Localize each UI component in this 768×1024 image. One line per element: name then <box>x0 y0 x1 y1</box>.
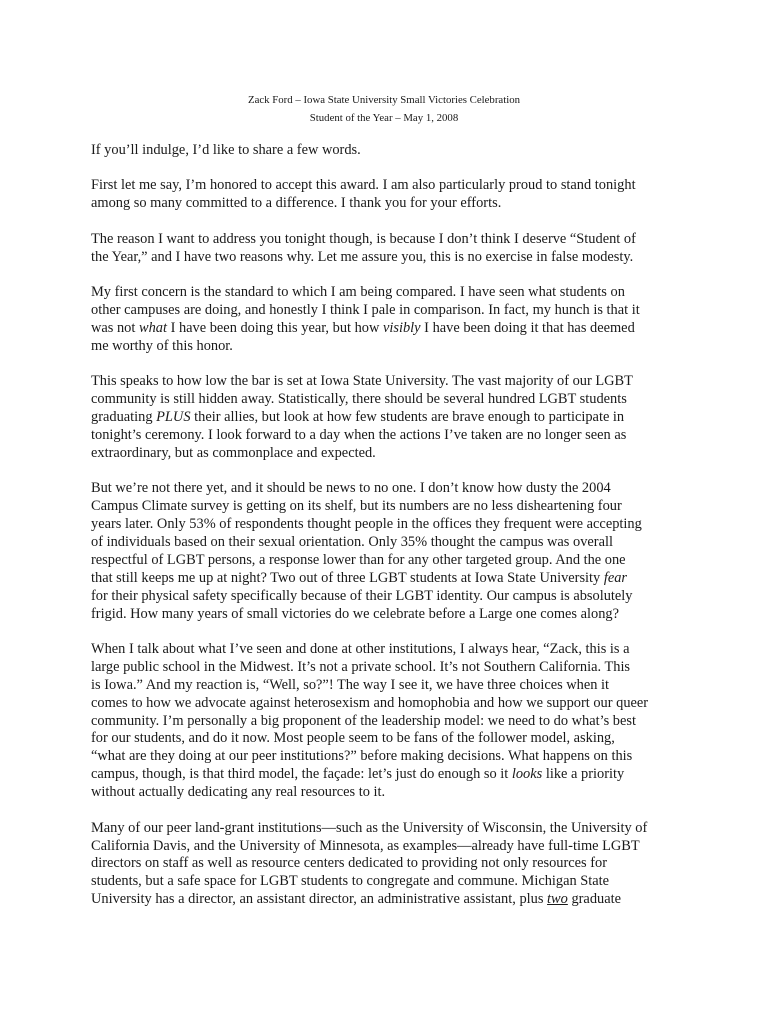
text-line: directors on staff as well as resource centers dedicated to providing not only resources for <box>91 855 608 872</box>
text-line: This speaks to how low the bar is set at Iowa State University. The vast majority of our LGBT <box>91 373 633 390</box>
paragraph <box>91 820 691 910</box>
emphasis: PLUS <box>156 408 191 425</box>
emphasis: looks <box>511 766 543 783</box>
text-line: community. I’m personally a big proponent of the leadership model: we need to do what’s best <box>91 712 636 729</box>
paragraph <box>91 142 691 160</box>
text-line: Many of our peer land-grant institutions—such as the University of Wisconsin, the University of <box>91 819 648 836</box>
text-line: of individuals based on their sexual orientation. Only 35% thought the campus was overall <box>91 533 613 550</box>
text-line: frigid. How many years of small victories do we celebrate before a Large one comes along? <box>91 605 619 622</box>
paragraph <box>91 373 691 463</box>
title-line-2: Student of the Year – May 1, 2008 <box>309 111 459 124</box>
text-line: among so many committed to a difference. I thank you for your efforts. <box>91 195 502 212</box>
paragraph <box>91 480 691 623</box>
text-line: community is still hidden away. Statistically, there should be several hundred LGBT students <box>91 391 627 408</box>
text-line: comes to how we advocate against heterosexism and homophobia and how we support our queer <box>91 694 649 711</box>
text-line: “what are they doing at our peer institutions?” before making decisions. What happens on this <box>91 748 633 765</box>
text-line: graduating PLUS their allies, but look at how few students are brave enough to participate in <box>91 408 625 425</box>
text-line: respectful of LGBT persons, a response lower than for any other targeted group. And the one <box>91 551 626 568</box>
text-line: My first concern is the standard to which I am being compared. I have seen what students on <box>91 284 625 301</box>
paragraph <box>91 177 691 213</box>
text-line: years later. Only 53% of respondents thought people in the offices they frequent were accepting <box>91 516 642 532</box>
text-line: other campuses are doing, and honestly I think I pale in comparison. In fact, my hunch is that it <box>91 301 640 318</box>
text-line: the Year,” and I have two reasons why. Let me assure you, this is no exercise in false modesty. <box>91 248 634 265</box>
emphasis: fear <box>603 569 628 586</box>
document-body <box>91 142 691 927</box>
paragraph <box>91 284 691 356</box>
text-line: for our students, and do it now. Most people seem to be fans of the follower model, asking, <box>91 730 615 747</box>
text-line: But we’re not there yet, and it should be news to no one. I don’t know how dusty the 2004 <box>91 480 611 497</box>
text-line: campus, though, is that third model, the façade: let’s just do enough so it looks like a priority <box>91 766 625 783</box>
text-line: is Iowa.” And my reaction is, “Well, so?”! The way I see it, we have three choices when it <box>91 676 610 693</box>
text-line: First let me say, I’m honored to accept this award. I am also particularly proud to stand tonight <box>91 177 636 194</box>
text-line: without actually dedicating any real resources to it. <box>91 784 386 801</box>
text-line: Campus Climate survey is getting on its shelf, but its numbers are no less disheartening four <box>91 498 622 515</box>
text-line: for their physical safety specifically because of their LGBT identity. Our campus is absolutely <box>91 587 633 604</box>
text-line: When I talk about what I’ve seen and done at other institutions, I always hear, “Zack, this is a <box>91 640 630 657</box>
paragraph <box>91 231 691 267</box>
text-line: University has a director, an assistant director, an administrative assistant, plus two graduate <box>91 891 621 908</box>
text-line: students, but a safe space for LGBT students to congregate and commune. Michigan State <box>91 873 610 890</box>
text-line: large public school in the Midwest. It’s not a private school. It’s not Southern California. This <box>91 658 631 675</box>
text-line: that still keeps me up at night? Two out of three LGBT students at Iowa State University fear <box>91 569 628 586</box>
emphasis: what <box>138 319 167 336</box>
text-line: me worthy of this honor. <box>91 337 233 354</box>
document-header <box>0 92 768 128</box>
text-line: If you’ll indulge, I’d like to share a few words. <box>91 142 361 158</box>
underlined-emphasis: two <box>547 891 568 908</box>
emphasis: visibly <box>383 319 421 336</box>
text-line: was not what I have been doing this year, but how visibly I have been doing it that has deemed <box>91 319 635 336</box>
title-line-1: Zack Ford – Iowa State University Small Victories Celebration <box>247 94 520 106</box>
paragraph <box>91 641 691 802</box>
text-line: The reason I want to address you tonight though, is because I don’t think I deserve “Student of <box>91 230 636 247</box>
text-line: extraordinary, but as commonplace and expected. <box>91 444 376 461</box>
text-line: California Davis, and the University of Minnesota, as examples—already have full-time LGBT <box>91 837 640 854</box>
text-line: tonight’s ceremony. I look forward to a day when the actions I’ve taken are no longer seen as <box>91 426 627 443</box>
